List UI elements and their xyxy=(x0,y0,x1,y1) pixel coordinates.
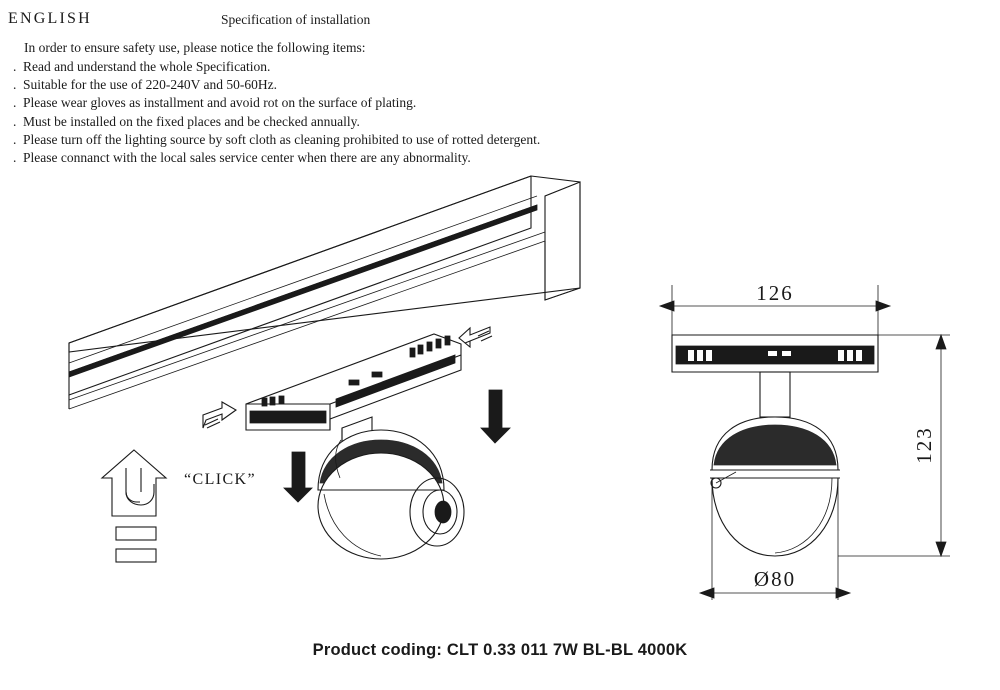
bullet-marker: . xyxy=(13,131,17,147)
arrow-right-icon xyxy=(203,402,236,428)
list-item-label: Please connanct with the local sales service center when there are any abnormality. xyxy=(23,150,471,166)
page-title: Specification of installation xyxy=(221,12,371,27)
bullet-marker: . xyxy=(13,95,17,111)
bullet-marker: . xyxy=(13,77,17,93)
dimension-width-label: 126 xyxy=(756,281,794,305)
dimension-diameter-label: Ø80 xyxy=(753,567,797,591)
product-coding-label: Product coding: CLT 0.33 011 7W BL-BL 4000K xyxy=(312,641,688,659)
front-view-graphic xyxy=(672,335,878,556)
arrow-left-icon xyxy=(459,327,492,347)
list-item-label: Please wear gloves as installment and avoid rot on the surface of plating. xyxy=(23,95,417,111)
list-item-label: Must be installed on the fixed places and be checked annually. xyxy=(23,113,360,129)
list-item-label: Suitable for the use of 220-240V and 50-60Hz. xyxy=(23,77,277,93)
arrow-up-icon xyxy=(481,390,510,443)
dimension-height-label: 123 xyxy=(912,426,936,464)
arrow-up-icon xyxy=(284,452,312,502)
plug-up-arrow-icon xyxy=(102,450,166,562)
bullet-marker: . xyxy=(13,59,17,74)
click-label: “CLICK” xyxy=(184,471,257,488)
dimension-width xyxy=(660,281,890,335)
bullet-marker: . xyxy=(13,150,17,166)
spotlight-graphic xyxy=(246,334,464,559)
bullet-marker: . xyxy=(13,113,17,129)
intro-text: In order to ensure safety use, please notice the following items: xyxy=(24,40,366,55)
language-label: ENGLISH xyxy=(8,10,92,27)
list-item-label: Read and understand the whole Specification. xyxy=(23,59,271,74)
track-rail-graphic xyxy=(69,176,580,409)
list-item-label: Please turn off the lighting source by soft cloth as cleaning prohibited to use of rotted detergent. xyxy=(23,131,541,147)
